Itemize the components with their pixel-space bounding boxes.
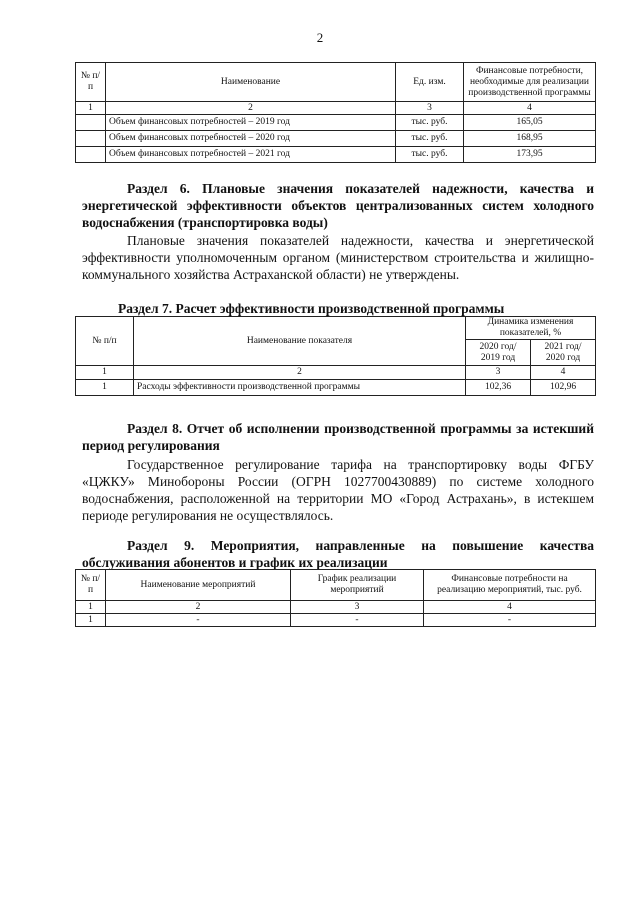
- section9-title: Раздел 9. Мероприятия, направленные на повышение качества обслуживания абонентов и график их реализации: [82, 538, 594, 570]
- header-2021: 2021 год/ 2020 год: [531, 340, 596, 366]
- index-cell: 3: [466, 366, 531, 380]
- row-num: 1: [76, 380, 134, 396]
- header-num: № п/п: [76, 570, 106, 601]
- row-num: [76, 147, 106, 163]
- row-num: 1: [76, 614, 106, 627]
- row-unit: тыс. руб.: [396, 115, 464, 131]
- index-cell: 1: [76, 102, 106, 115]
- measures-table: [75, 569, 596, 627]
- row-needs: -: [424, 614, 596, 627]
- index-cell: 4: [531, 366, 596, 380]
- table-row: [76, 131, 596, 147]
- header-dynamics: Динамика изменения показателей, %: [466, 317, 596, 340]
- section6-text: Плановые значения показателей надежности, качества и энергетической эффективности уполномоченным органом (министерством строительства и жилищно-коммунального хозяйства Астраханской области) не утверждены.: [82, 233, 594, 282]
- index-cell: 4: [464, 102, 596, 115]
- page-number: 2: [316, 30, 324, 45]
- header-needs: Финансовые потребности, необходимые для реализации производственной программы: [464, 63, 596, 102]
- header-unit: Ед. изм.: [396, 63, 464, 102]
- header-schedule: График реализации мероприятий: [291, 570, 424, 601]
- index-cell: 1: [76, 601, 106, 614]
- table-row: [76, 614, 596, 627]
- table-row: [76, 115, 596, 131]
- row-unit: тыс. руб.: [396, 131, 464, 147]
- row-unit: тыс. руб.: [396, 147, 464, 163]
- row-value: 168,95: [464, 131, 596, 147]
- index-cell: 2: [106, 601, 291, 614]
- section8-title: Раздел 8. Отчет об исполнении производственной программы за истекший период регулирования: [82, 421, 594, 453]
- row-name: Объем финансовых потребностей – 2019 год: [106, 115, 396, 131]
- row-value-2021: 102,96: [531, 380, 596, 396]
- index-cell: 2: [134, 366, 466, 380]
- row-name: Объем финансовых потребностей – 2020 год: [106, 131, 396, 147]
- row-num: [76, 115, 106, 131]
- row-name: Расходы эффективности производственной программы: [134, 380, 466, 396]
- efficiency-table: [75, 316, 596, 396]
- row-value: 173,95: [464, 147, 596, 163]
- section6-title: Раздел 6. Плановые значения показателей надежности, качества и энергетической эффективности объектов централизованных систем холодного водоснабжения (транспортировка воды): [82, 181, 594, 230]
- header-name: Наименование показателя: [134, 317, 466, 366]
- index-cell: 2: [106, 102, 396, 115]
- financial-needs-table: [75, 62, 596, 163]
- header-name: Наименование: [106, 63, 396, 102]
- row-value: 165,05: [464, 115, 596, 131]
- row-name: -: [106, 614, 291, 627]
- section7-title: Раздел 7. Расчет эффективности производственной программы: [118, 301, 505, 316]
- index-cell: 3: [291, 601, 424, 614]
- table-row: [76, 380, 596, 396]
- row-schedule: -: [291, 614, 424, 627]
- table-row: [76, 147, 596, 163]
- row-value-2020: 102,36: [466, 380, 531, 396]
- header-name: Наименование мероприятий: [106, 570, 291, 601]
- header-num: № п/п: [76, 63, 106, 102]
- section8-text: Государственное регулирование тарифа на транспортировку воды ФГБУ «ЦЖКУ» Минобороны России (ОГРН 1027700430889) по системе холодного водоснабжения, расположенной на территории МО «Город Астрахань», в истекшем периоде регулирования не осуществлялось.: [82, 457, 594, 523]
- header-2020: 2020 год/ 2019 год: [466, 340, 531, 366]
- row-num: [76, 131, 106, 147]
- index-cell: 3: [396, 102, 464, 115]
- header-num: № п/п: [76, 317, 134, 366]
- index-cell: 4: [424, 601, 596, 614]
- header-needs: Финансовые потребности на реализацию мероприятий, тыс. руб.: [424, 570, 596, 601]
- index-cell: 1: [76, 366, 134, 380]
- row-name: Объем финансовых потребностей – 2021 год: [106, 147, 396, 163]
